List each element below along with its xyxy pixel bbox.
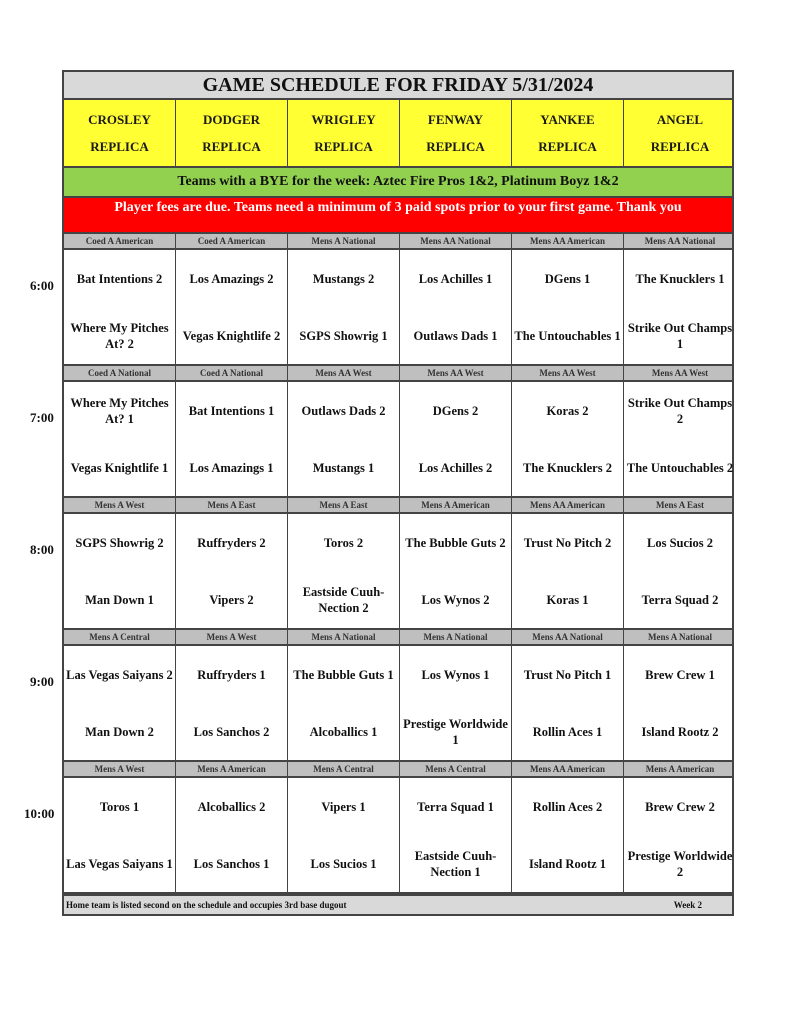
field-header — [400, 100, 512, 166]
division-label: Mens A American — [645, 764, 715, 774]
away-team: Los Achilles 1 — [418, 271, 493, 286]
away-team: The Bubble Guts 2 — [405, 535, 506, 550]
away-team: Ruffryders 1 — [197, 667, 266, 682]
fee-notice: Player fees are due. Teams need a minimum of 3 paid spots prior to your first game. Thank you — [62, 198, 734, 234]
schedule-footer — [62, 894, 734, 916]
away-team: Toros 1 — [99, 799, 140, 814]
bye-notice: Teams with a BYE for the week: Aztec Fire Pros 1&2, Platinum Boyz 1&2 — [62, 168, 734, 198]
away-team: Los Sucios 2 — [647, 535, 713, 550]
division-label: Mens A National — [288, 234, 400, 248]
away-team: DGens 2 — [432, 403, 479, 418]
field-type: REPLICA — [90, 138, 149, 154]
home-team: Rollin Aces 1 — [532, 724, 603, 739]
division-row — [62, 762, 734, 776]
game-row — [62, 380, 734, 498]
away-team: Trust No Pitch 2 — [523, 535, 612, 550]
game-cell — [512, 778, 624, 892]
division-label: Mens A Central — [64, 630, 176, 644]
game-cell — [288, 778, 400, 892]
game-cell — [624, 778, 736, 892]
field-header — [512, 100, 624, 166]
home-team: Man Down 1 — [85, 592, 154, 607]
field-type: REPLICA — [538, 138, 597, 154]
home-team: Island Rootz 1 — [528, 856, 607, 871]
division-label: Mens AA American — [512, 762, 624, 776]
away-team: Los Wynos 1 — [421, 667, 490, 682]
division-label: Coed A National — [176, 366, 288, 380]
away-team: Bat Intentions 1 — [188, 403, 275, 418]
field-header — [176, 100, 288, 166]
time-label: 9:00 — [30, 674, 54, 689]
division-label: Mens A West — [64, 498, 176, 512]
game-cell — [64, 250, 176, 364]
away-team: Rollin Aces 2 — [532, 799, 603, 814]
game-cell — [176, 646, 288, 760]
game-cell — [512, 646, 624, 760]
away-team: Strike Out Champs 2 — [627, 395, 733, 426]
home-team: Prestige Worldwide 1 — [403, 716, 508, 747]
home-team: Strike Out Champs 1 — [627, 320, 733, 351]
away-team: Las Vegas Saiyans 2 — [66, 667, 173, 682]
game-cell — [624, 382, 736, 496]
home-team: Los Sanchos 1 — [193, 856, 270, 871]
division-label: Mens A West — [64, 762, 176, 776]
game-cell — [624, 514, 736, 628]
division-label: Coed A American — [64, 234, 176, 248]
field-type: REPLICA — [426, 138, 485, 154]
home-team: Outlaws Dads 1 — [413, 328, 498, 343]
time-label: 10:00 — [24, 806, 55, 821]
away-team: Los Amazings 2 — [189, 271, 274, 286]
away-team: Vipers 1 — [321, 799, 366, 814]
field-name: FENWAY — [427, 111, 484, 127]
division-row — [62, 630, 734, 644]
game-cell — [176, 778, 288, 892]
schedule-title: GAME SCHEDULE FOR FRIDAY 5/31/2024 — [62, 70, 734, 100]
field-name: DODGER — [202, 111, 261, 127]
division-label: Mens AA West — [288, 366, 400, 380]
division-label: Coed A National — [64, 366, 176, 380]
game-cell — [512, 514, 624, 628]
field-header — [624, 100, 736, 166]
game-cell — [64, 514, 176, 628]
division-label: Mens A East — [655, 500, 704, 510]
game-cell — [400, 382, 512, 496]
division-row — [62, 234, 734, 248]
time-label: 7:00 — [30, 410, 54, 425]
field-header — [288, 100, 400, 166]
away-team: Where My Pitches At? 1 — [70, 395, 169, 426]
game-cell — [400, 514, 512, 628]
away-team: Outlaws Dads 2 — [301, 403, 386, 418]
home-team: Vegas Knightlife 1 — [70, 460, 169, 475]
game-row — [62, 644, 734, 762]
home-team: Los Amazings 1 — [189, 460, 274, 475]
game-row — [62, 776, 734, 894]
field-name: YANKEE — [540, 111, 595, 127]
division-label: Mens A American — [176, 762, 288, 776]
division-label: Mens AA West — [651, 368, 709, 378]
field-type: REPLICA — [314, 138, 373, 154]
game-cell — [288, 646, 400, 760]
division-label: Mens A National — [647, 632, 712, 642]
game-row — [62, 248, 734, 366]
game-cell — [400, 250, 512, 364]
division-label: Mens A American — [400, 498, 512, 512]
home-team: Eastside Cuuh-Nection 2 — [302, 584, 385, 615]
division-label: Mens A Central — [288, 762, 400, 776]
away-team: Mustangs 2 — [312, 271, 375, 286]
field-name: CROSLEY — [88, 111, 151, 127]
home-team: Prestige Worldwide 2 — [627, 848, 733, 879]
field-name: ANGEL — [656, 111, 704, 127]
game-cell — [288, 382, 400, 496]
game-cell — [512, 250, 624, 364]
division-label: Mens AA National — [400, 234, 512, 248]
game-cell — [288, 514, 400, 628]
away-team: The Knucklers 1 — [635, 271, 725, 286]
away-team: The Bubble Guts 1 — [293, 667, 394, 682]
field-name: WRIGLEY — [311, 111, 376, 127]
away-team: Toros 2 — [323, 535, 364, 550]
division-label: Mens A Central — [400, 762, 512, 776]
home-team: Los Sanchos 2 — [193, 724, 270, 739]
game-cell — [176, 250, 288, 364]
game-cell — [624, 250, 736, 364]
game-cell — [176, 382, 288, 496]
division-label: Mens A West — [176, 630, 288, 644]
away-team: SGPS Showrig 2 — [75, 535, 164, 550]
home-team: SGPS Showrig 1 — [299, 328, 388, 343]
home-team: Los Wynos 2 — [421, 592, 490, 607]
home-team: Vegas Knightlife 2 — [182, 328, 281, 343]
division-label: Mens A National — [288, 630, 400, 644]
away-team: DGens 1 — [544, 271, 591, 286]
game-row — [62, 512, 734, 630]
home-team: Eastside Cuuh-Nection 1 — [414, 848, 497, 879]
home-team: Alcoballics 1 — [309, 724, 378, 739]
game-cell — [624, 646, 736, 760]
away-team: Trust No Pitch 1 — [523, 667, 612, 682]
home-team: Los Achilles 2 — [418, 460, 493, 475]
time-label: 6:00 — [30, 278, 54, 293]
home-team: Koras 1 — [546, 592, 589, 607]
time-slots — [62, 234, 734, 894]
away-team: Alcoballics 2 — [197, 799, 266, 814]
home-team-note: Home team is listed second on the schedule and occupies 3rd base dugout — [66, 900, 347, 910]
time-label: 8:00 — [30, 542, 54, 557]
home-team: The Untouchables 2 — [626, 460, 734, 475]
division-label: Mens AA West — [400, 366, 512, 380]
home-team: Las Vegas Saiyans 1 — [66, 856, 173, 871]
field-header-row — [62, 100, 734, 168]
game-cell — [400, 778, 512, 892]
home-team: Where My Pitches At? 2 — [70, 320, 169, 351]
game-cell — [64, 382, 176, 496]
away-team: Terra Squad 1 — [417, 799, 494, 814]
division-label: Mens AA American — [512, 498, 624, 512]
division-label: Coed A American — [176, 234, 288, 248]
field-type: REPLICA — [650, 138, 710, 154]
division-row — [62, 498, 734, 512]
home-team: Los Sucios 1 — [310, 856, 377, 871]
game-cell — [64, 646, 176, 760]
home-team: Vipers 2 — [209, 592, 254, 607]
game-cell — [176, 514, 288, 628]
division-label: Mens AA National — [644, 236, 716, 246]
division-label: Mens AA American — [512, 234, 624, 248]
game-cell — [64, 778, 176, 892]
home-team: Island Rootz 2 — [641, 724, 719, 739]
away-team: Bat Intentions 2 — [76, 271, 163, 286]
game-cell — [512, 382, 624, 496]
division-label: Mens A East — [176, 498, 288, 512]
away-team: Brew Crew 1 — [645, 667, 715, 682]
home-team: Terra Squad 2 — [641, 592, 719, 607]
division-label: Mens A National — [400, 630, 512, 644]
away-team: Brew Crew 2 — [645, 799, 715, 814]
division-row — [62, 366, 734, 380]
away-team: Koras 2 — [546, 403, 589, 418]
home-team: Man Down 2 — [85, 724, 154, 739]
division-label: Mens AA West — [512, 366, 624, 380]
game-cell — [400, 646, 512, 760]
division-label: Mens A East — [288, 498, 400, 512]
schedule-sheet — [62, 70, 734, 916]
away-team: Ruffryders 2 — [197, 535, 266, 550]
home-team: The Knucklers 2 — [523, 460, 612, 475]
division-label: Mens AA National — [512, 630, 624, 644]
home-team: The Untouchables 1 — [514, 328, 621, 343]
week-label: Week 2 — [673, 900, 702, 910]
field-header — [64, 100, 176, 166]
field-type: REPLICA — [202, 138, 261, 154]
game-cell — [288, 250, 400, 364]
home-team: Mustangs 1 — [312, 460, 375, 475]
